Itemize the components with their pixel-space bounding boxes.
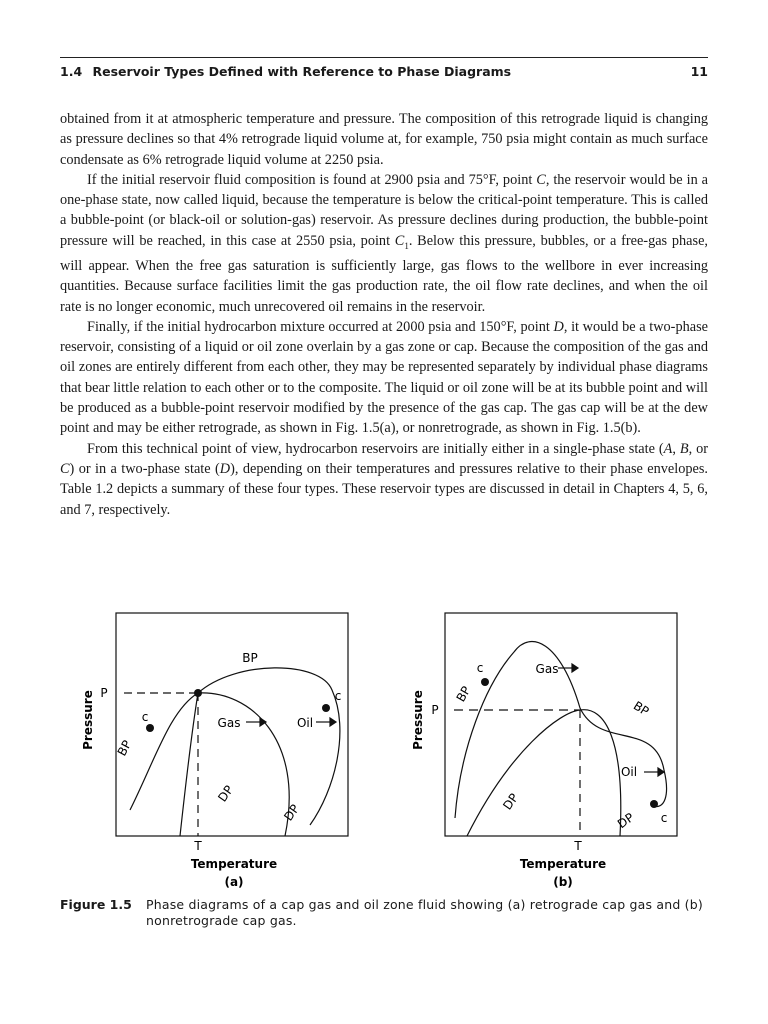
panel-b-x-axis-label: Temperature <box>519 857 607 871</box>
panel-a-c-right-label: c <box>334 689 342 703</box>
panel-b-c-bottom-marker <box>650 800 658 808</box>
paragraph-2: If the initial reservoir fluid composition is found at 2900 psia and 75°F, point C, the reservoir would be in a one-phase state, now called liquid, because the temperature is below the critical-point temperature. This is called a bubble-point (or black-oil or solution-gas) reservoir. As pressure declines during production, the bubble-point pressure will be reached, in this case at 2550 psia, point $C_1$. Below this pressure, bubbles, or a free-gas phase, will appear. When the free gas saturation is sufficiently large, gas flows to the wellbore in ever increasing quantities. Because surface facilities limit the gas production rate, the oil flow rate declines, and when the oil rate is no longer economic, much unrecovered oil remains in the reservoir. <box>60 171 709 315</box>
panel-a-dp-outer-curve <box>198 693 289 836</box>
panel-a-oil-arrowhead <box>330 718 336 726</box>
panel-b-dp-mid-curve <box>467 710 621 836</box>
panel-a-p-tick: P <box>100 686 108 700</box>
panel-a-bp-side-label: BP <box>114 738 135 759</box>
panel-a-oil-label: Oil <box>296 716 314 730</box>
page-number: 11 <box>690 64 708 79</box>
panel-b-gas-label: Gas <box>535 662 559 676</box>
panel-b-oil-label: Oil <box>620 765 638 779</box>
panel-b-sub-label: (b) <box>553 875 573 889</box>
panel-b-bp-left-label: BP <box>453 683 474 705</box>
panel-a-c-right-marker <box>322 704 330 712</box>
panel-a-dp-inner-label: DP <box>215 782 237 805</box>
paragraph-4: From this technical point of view, hydrocarbon reservoirs are initially either in a single-phase state (A, B, or C) or in a two-phase state (D), depending on their temperatures and pressures relative to their phase envelopes. Table 1.2 depicts a summary of these four types. These reservoir types are discussed in detail in Chapters 4, 5, 6, and 7, respectively. <box>60 440 709 518</box>
panel-a-critical-point-marker <box>194 689 202 697</box>
section-number: 1.4 <box>60 64 83 79</box>
phase-diagrams <box>60 600 720 900</box>
panel-a-gas-arrowhead <box>260 718 266 726</box>
panel-b-y-axis-label: Pressure <box>411 690 425 750</box>
section-title: Reservoir Types Defined with Reference to Phase Diagrams <box>92 64 512 79</box>
panel-b-gas-arrowhead <box>572 664 578 672</box>
panel-b-dp-mid-label: DP <box>500 790 522 813</box>
panel-b-oil-arrowhead <box>658 768 664 776</box>
panel-a-dp-inner-curve <box>180 693 198 836</box>
panel-a-x-axis-label: Temperature <box>190 857 278 871</box>
panel-b-c-bottom-label: c <box>660 811 668 825</box>
running-header <box>60 57 708 86</box>
panel-b-p-tick: P <box>431 703 439 717</box>
panel-a-dp-outer-label: DP <box>281 801 303 824</box>
figure-1-5 <box>60 600 720 900</box>
panel-b-dp-low-label: DP <box>614 810 637 832</box>
caption-label: Figure 1.5 <box>60 897 132 912</box>
panel-a-t-tick: T <box>194 839 202 853</box>
caption-text: Phase diagrams of a cap gas and oil zone fluid showing (a) retrograde cap gas and (b) nonretrograde cap gas. <box>146 897 703 928</box>
body-text <box>60 109 708 520</box>
paragraph-3: Finally, if the initial hydrocarbon mixture occurred at 2000 psia and 150°F, point D, it would be a two-phase reservoir, consisting of a liquid or oil zone overlain by a gas zone or cap. Because the composition of the gas and oil zones are entirely different from each other, they may be represented separately by individual phase diagrams that bear little relation to each other or to the composite. The liquid or oil zone will be at its bubble point and will be produced as a bubble-point reservoir modified by the presence of the gas cap. The gas cap will be at the dew point and may be either retrograde, as shown in Fig. 1.5(a), or nonretrograde, as shown in Fig. 1.5(b). <box>60 318 708 437</box>
panel-b-t-tick: T <box>574 839 582 853</box>
panel-a-bp-envelope <box>130 668 340 825</box>
panel-a-c-left-label: c <box>141 710 149 724</box>
panel-a-sub-label: (a) <box>224 875 244 889</box>
section-heading <box>60 64 511 79</box>
panel-b-c-top-marker <box>481 678 489 686</box>
paragraph-1: obtained from it at atmospheric temperature and pressure. The composition of this retrograde liquid is changing as pressure declines so that 4% retrograde liquid volume at, for example, 750 psia might contain as much surface condensate as 6% retrograde liquid volume at 2250 psia. <box>60 111 708 168</box>
panel-b-frame <box>445 613 677 836</box>
panel-b-bp-right-label: BP <box>630 698 652 719</box>
panel-a-c-left-marker <box>146 724 154 732</box>
panel-a-y-axis-label: Pressure <box>81 690 95 750</box>
panel-b-c-top-label: c <box>476 661 484 675</box>
panel-a-bp-top-label: BP <box>242 651 258 665</box>
panel-b <box>445 613 677 836</box>
panel-a-gas-label: Gas <box>217 716 241 730</box>
